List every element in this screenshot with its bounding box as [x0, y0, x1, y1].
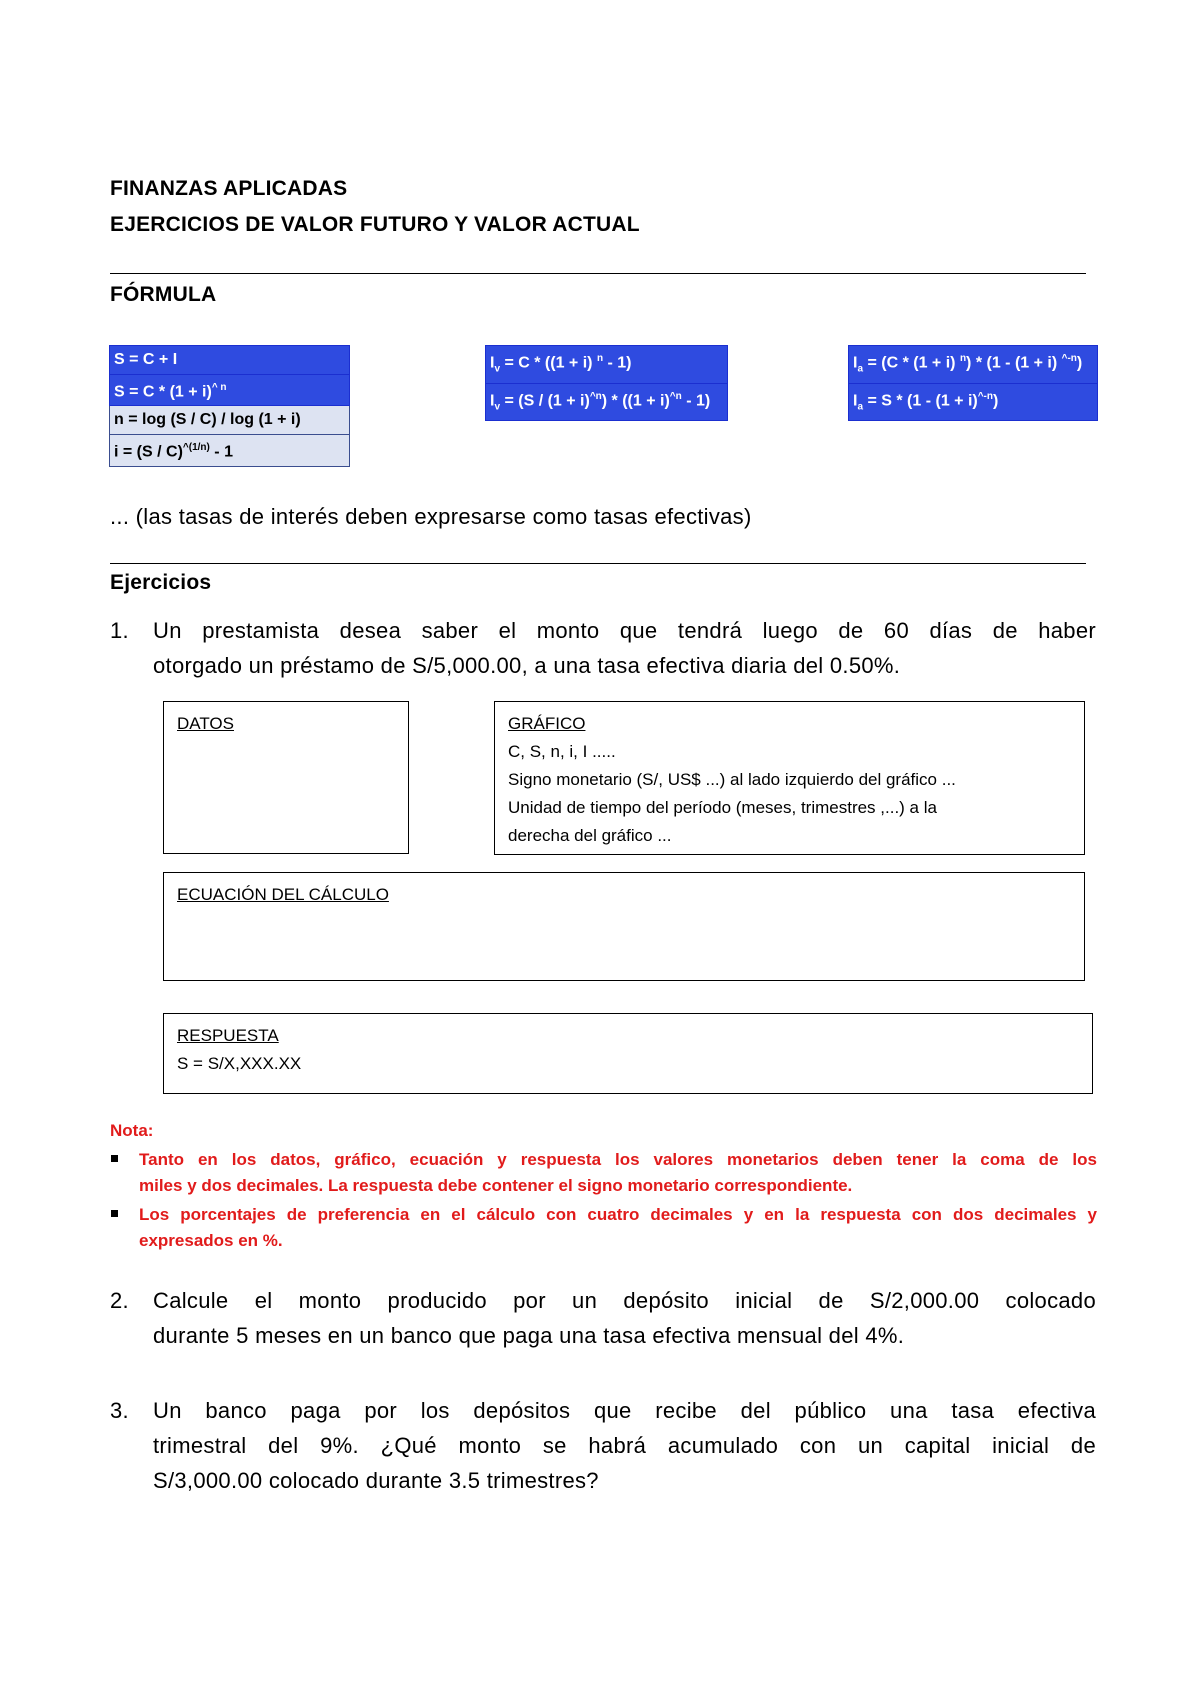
grafico-line: C, S, n, i, I ..... [508, 742, 616, 761]
exercise-1-number: 1. [110, 618, 129, 643]
formula-cell: i = (S / C)$^{\^{}(1/n)}$ - 1 [110, 435, 350, 466]
formula-cell: $S = C * (1 + i)^{\^{} n}$ [110, 375, 350, 406]
grafico-line: Signo monetario (S/, US$ ...) al lado izquierdo del gráfico ... [508, 770, 956, 789]
divider-middle [110, 563, 1086, 564]
exercise-2-number: 2. [110, 1288, 129, 1313]
formula-table-left [109, 345, 350, 467]
respuesta-value: S = S/X,XXX.XX [177, 1054, 302, 1073]
respuesta-box-title: RESPUESTA [177, 1026, 279, 1045]
exercise-3-line-3: S/3,000.00 colocado durante 3.5 trimestres? [153, 1468, 599, 1493]
doc-subtitle: EJERCICIOS DE VALOR FUTURO Y VALOR ACTUAL [110, 213, 640, 236]
bullet-icon [111, 1155, 118, 1162]
divider-top [110, 273, 1086, 274]
ecuacion-box[interactable] [163, 872, 1085, 981]
effective-rate-note: ... (las tasas de interés deben expresarse como tasas efectivas) [110, 504, 752, 529]
exercise-3-line-1: Un banco paga por los depósitos que recibe del público una tasa efectiva [153, 1398, 1096, 1423]
grafico-line: Unidad de tiempo del período (meses, trimestres ,...) a la [508, 798, 937, 817]
grafico-line: derecha del gráfico ... [508, 826, 672, 845]
formula-table-mid [485, 345, 728, 421]
exercise-1-line-2: otorgado un préstamo de S/5,000.00, a una tasa efectiva diaria del 0.50%. [153, 653, 901, 678]
exercise-2-line-1: Calcule el monto producido por un depósito inicial de S/2,000.00 colocado [153, 1288, 1096, 1313]
exercise-2-line-2: durante 5 meses en un banco que paga una tasa efectiva mensual del 4%. [153, 1323, 905, 1348]
nota-bullet-1-line-2: miles y dos decimales. La respuesta debe contener el signo monetario correspondiente. [139, 1176, 853, 1195]
exercises-heading: Ejercicios [110, 571, 212, 594]
formula-cell: n = log (S / C) / log (1 + i) [110, 406, 350, 435]
exercise-3-line-2: trimestral del 9%. ¿Qué monto se habrá acumulado con un capital inicial de [153, 1433, 1096, 1458]
nota-bullet-2-line-1: Los porcentajes de preferencia en el cálculo con cuatro decimales y en la respuesta con dos decimales y [139, 1205, 1097, 1224]
grafico-box[interactable] [494, 701, 1085, 855]
formula-cell: $I_v = C * ((1 + i)$ $^n$ - 1) [486, 346, 728, 384]
formula-cell: $I_a = (C * (1 + i)$ $^n$) * (1 - (1 + i) $^{\^{}-n}$) [849, 346, 1098, 384]
nota-bullet-2-line-2: expresados en %. [139, 1231, 283, 1250]
formula-heading: FÓRMULA [110, 283, 217, 306]
datos-box-title: DATOS [177, 714, 234, 733]
formula-cell: $I_v = (S / (1 + i)^{\^{}n}) * ((1 + i)^{\^{}n} - 1)$ [486, 383, 728, 421]
exercise-3-number: 3. [110, 1398, 129, 1423]
formula-table-right [848, 345, 1098, 421]
datos-box[interactable] [163, 701, 409, 854]
ecuacion-box-title: ECUACIÓN DEL CÁLCULO [177, 885, 389, 904]
exercise-1-line-1: Un prestamista desea saber el monto que tendrá luego de 60 días de haber [153, 618, 1096, 643]
formula-cell: S = C + I [110, 346, 350, 375]
bullet-icon [111, 1210, 118, 1217]
nota-label: Nota: [110, 1121, 154, 1140]
respuesta-box[interactable] [163, 1013, 1093, 1094]
doc-title: FINANZAS APLICADAS [110, 177, 348, 200]
nota-bullet-1-line-1: Tanto en los datos, gráfico, ecuación y respuesta los valores monetarios deben tener la coma de los [139, 1150, 1097, 1169]
grafico-box-title: GRÁFICO [508, 714, 586, 733]
formula-cell: $I_a = S * (1 - (1 + i)^{\^{}-n})$ [849, 383, 1098, 421]
